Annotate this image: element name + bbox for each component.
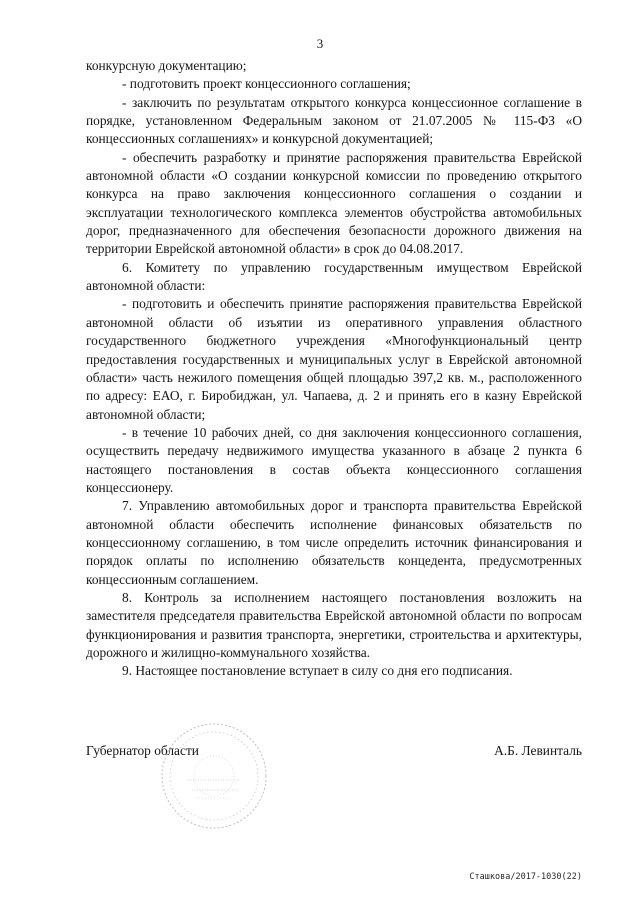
signatory-name: А.Б. Левинталь bbox=[494, 743, 582, 758]
paragraph-item: - подготовить проект концессионного соглашения; bbox=[122, 76, 411, 92]
paragraph-clause-6: 6. Комитету по управлению государственным имуществом Еврейской автономной области: bbox=[86, 259, 582, 294]
paragraph-item: - обеспечить разработку и принятие распоряжения правительства Еврейской автономной области «О создании конкурсной комиссии по проведению открытого конкурса на право заключения концессионного соглашения о создании и эксплуатации технологического комплекса элементов обустройства автомобильных дорог, предназначенного для обеспечения безопасности дорожного движения на территории Еврейской автономной области» в срок до 04.08.2017. bbox=[86, 149, 582, 257]
signatory-position: Губернатор области bbox=[86, 743, 199, 758]
paragraph-item: - в течение 10 рабочих дней, со дня заключения концессионного соглашения, осуществить передачу недвижимого имущества указанного в абзаце 2 пункта 6 настоящего постановления в состав объекта концессионного соглашения концессионеру. bbox=[86, 424, 582, 495]
official-seal-stamp bbox=[158, 720, 270, 832]
paragraph-item: - заключить по результатам открытого конкурса концессионное соглашение в порядке, установленном Федеральным законом от 21.07.2005 № 115-ФЗ «О концессионных соглашениях» и конкурсной документацией; bbox=[86, 94, 582, 147]
footer-document-code: Сташкова/2017-1030(22) bbox=[469, 872, 582, 882]
paragraph-continuation: конкурсную документацию; bbox=[86, 58, 247, 73]
signature-block bbox=[86, 743, 582, 763]
document-body bbox=[86, 57, 582, 681]
paragraph-clause-8: 8. Контроль за исполнением настоящего постановления возложить на заместителя председателя правительства Еврейской автономной области по вопросам функционирования и развития транспорта, энергетики, строительства и архитектуры, дорожного и жилищно-коммунального хозяйства. bbox=[86, 589, 582, 660]
paragraph-clause-9: 9. Настоящее постановление вступает в силу со дня его подписания. bbox=[122, 663, 513, 679]
paragraph-item: - подготовить и обеспечить принятие распоряжения правительства Еврейской автономной области об изъятии из оперативного управления областного государственного бюджетного учреждения «Многофункциональный центр предоставления государственных и муниципальных услуг в Еврейской автономной области» часть нежилого помещения общей площадью 397,2 кв. м., расположенного по адресу: ЕАО, г. Биробиджан, ул. Чапаева, д. 2 и принять его в казну Еврейской автономной области; bbox=[86, 296, 582, 422]
page-number: 3 bbox=[316, 36, 324, 51]
paragraph-clause-7: 7. Управлению автомобильных дорог и транспорта правительства Еврейской автономной области обеспечить исполнение финансовых обязательств по концессионному соглашению, в том числе определить источник финансирования и порядок оплаты по исполнению обязательств концедента, предусмотренных концессионным соглашением. bbox=[86, 498, 582, 587]
